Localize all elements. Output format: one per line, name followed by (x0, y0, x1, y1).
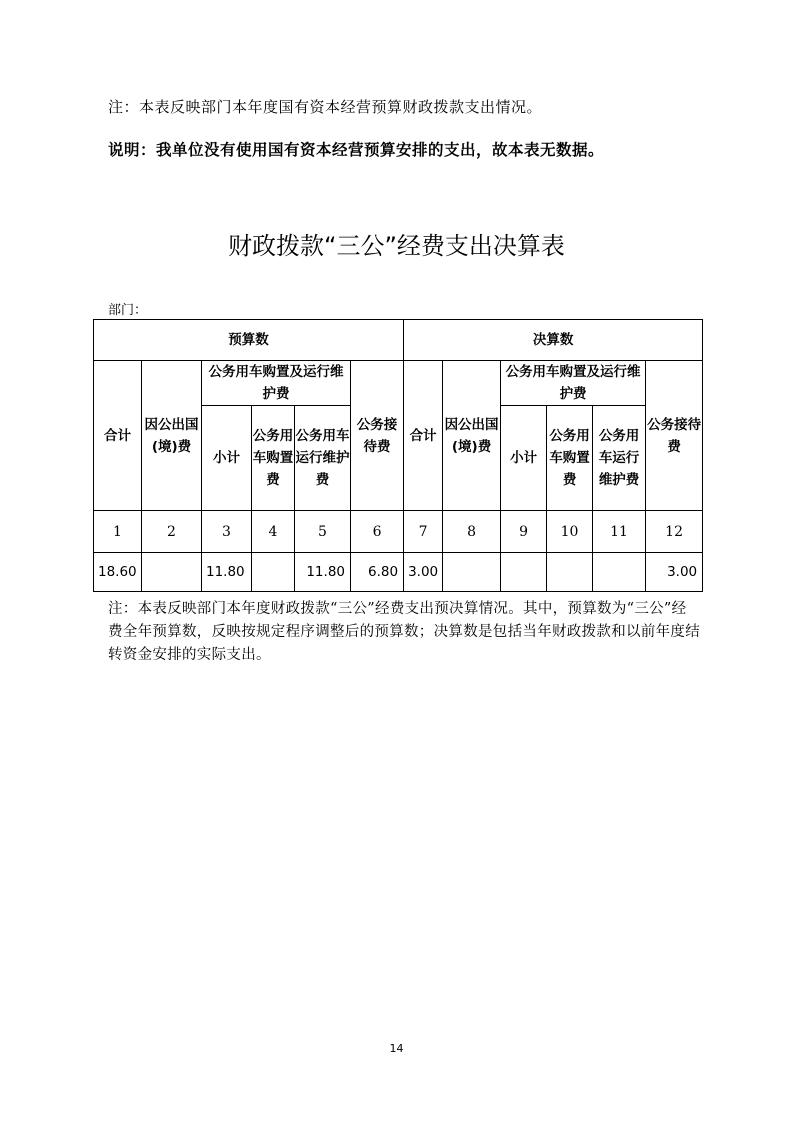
header-budget-abroad: 因公出国(境)费 (142, 361, 202, 511)
col-number: 7 (404, 511, 443, 553)
header-budget-subtotal: 小计 (202, 406, 252, 511)
header-final-abroad: 因公出国(境)费 (443, 361, 501, 511)
col-number: 3 (202, 511, 252, 553)
value-final-car-purchase (547, 553, 593, 592)
header-budget-car-purchase: 公务用车购置费 (252, 406, 295, 511)
table-row (94, 553, 703, 592)
page-title: 财政拨款“三公”经费支出决算表 (228, 232, 565, 260)
value-budget-subtotal: 11.80 (202, 553, 252, 592)
three-public-expenses-table (93, 319, 703, 592)
header-budget-car-group: 公务用车购置及运行维护费 (202, 361, 351, 406)
value-final-abroad (443, 553, 501, 592)
value-budget-car-maintenance: 11.80 (295, 553, 351, 592)
header-budget-car-maintenance: 公务用车运行维护费 (295, 406, 351, 511)
col-number: 1 (94, 511, 142, 553)
header-final-total: 合计 (404, 361, 443, 511)
value-final-reception: 3.00 (646, 553, 703, 592)
col-number: 11 (593, 511, 646, 553)
value-final-total: 3.00 (404, 553, 443, 592)
col-number: 6 (351, 511, 404, 553)
col-number: 12 (646, 511, 703, 553)
explanation: 说明：我单位没有使用国有资本经营预算安排的支出，故本表无数据。 (108, 140, 605, 159)
col-number: 8 (443, 511, 501, 553)
col-number: 5 (295, 511, 351, 553)
value-final-subtotal (501, 553, 547, 592)
header-final-reception: 公务接待费 (646, 361, 703, 511)
value-budget-reception: 6.80 (351, 553, 404, 592)
value-budget-car-purchase (252, 553, 295, 592)
value-budget-abroad (142, 553, 202, 592)
header-final-subtotal: 小计 (501, 406, 547, 511)
header-final-car-purchase: 公务用车购置费 (547, 406, 593, 511)
header-budget-total: 合计 (94, 361, 142, 511)
header-budget-reception: 公务接待费 (351, 361, 404, 511)
page-number: 14 (389, 1042, 404, 1055)
col-number: 9 (501, 511, 547, 553)
header-final: 决算数 (404, 320, 703, 361)
col-number: 2 (142, 511, 202, 553)
value-budget-total: 18.60 (94, 553, 142, 592)
note-top: 注：本表反映部门本年度国有资本经营预算财政拨款支出情况。 (108, 98, 543, 116)
col-number: 10 (547, 511, 593, 553)
department-label: 部门： (108, 303, 148, 318)
header-final-car-maintenance: 公务用车运行维护费 (593, 406, 646, 511)
col-number: 4 (252, 511, 295, 553)
note-bottom: 注：本表反映部门本年度财政拨款“三公”经费支出预决算情况。其中，预算数为“三公”经费全年预算数，反映按规定程序调整后的预算数；决算数是包括当年财政拨款和以前年度结转资金安排的实际支出。 (108, 601, 700, 663)
value-final-car-maintenance (593, 553, 646, 592)
header-final-car-group: 公务用车购置及运行维护费 (501, 361, 646, 406)
header-budget: 预算数 (94, 320, 404, 361)
